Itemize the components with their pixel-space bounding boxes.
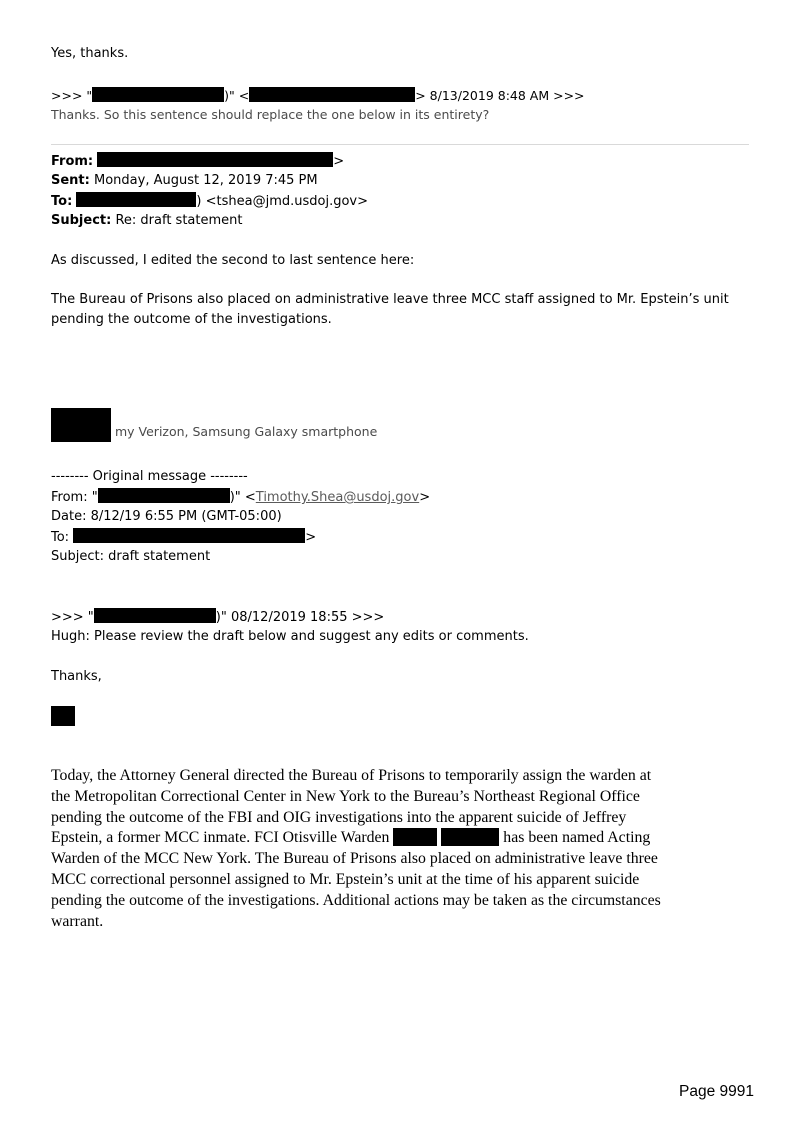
body-line: pending the outcome of the investigations. [51,312,332,327]
statement-line: Warden of the MCC New York. The Bureau of Prisons also placed on administrative leave three [51,850,658,868]
statement-line: Today, the Attorney General directed the Bureau of Prisons to temporarily assign the warden at [51,767,652,784]
quote-header [51,87,585,104]
redaction [51,706,75,726]
thanks-text: Thanks, [51,669,102,684]
original-date: Date: 8/12/19 6:55 PM (GMT-05:00) [51,509,282,524]
statement-line: warrant. [51,912,104,930]
original-from-mid: )" < [229,490,256,505]
quote2-suffix: )" 08/12/2019 18:55 >>> [215,610,385,625]
statement-line [51,828,751,849]
timothy-shea-email-link[interactable]: Timothy.Shea@usdoj.gov [255,490,420,505]
original-to-tail: > [305,530,317,545]
original-from [51,488,430,506]
statement-line-end: has been named Acting [499,829,651,847]
redaction [94,608,216,623]
quote2-prefix: >>> " [51,610,94,625]
redaction [98,488,230,503]
quote-body: Thanks. So this sentence should replace the one below in its entirety? [51,107,490,122]
original-from-label: From: " [51,490,98,505]
original-to-label: To: [51,530,70,545]
redaction [393,828,437,846]
reply-text: Yes, thanks. [51,46,129,61]
original-banner: -------- Original message -------- [51,469,248,484]
quote-prefix: >>> " [51,88,93,103]
to-line [51,192,368,210]
original-subject: Subject: draft statement [51,549,211,564]
signature [51,408,377,442]
from-line [51,152,344,170]
redaction [249,87,415,102]
body-intro: As discussed, I edited the second to last sentence here: [51,253,415,268]
original-from-tail: > [419,490,431,505]
sent-label: Sent: [51,173,90,188]
draft-statement [51,766,751,932]
statement-line: the Metropolitan Correctional Center in New York to the Bureau’s Northeast Regional Office [51,787,640,805]
signature-redaction [51,706,75,729]
redaction [73,528,305,543]
statement-line: pending the outcome of the investigations. Additional actions may be taken as the circumstances [51,891,661,909]
quote2-header [51,608,384,626]
body-line: The Bureau of Prisons also placed on administrative leave three MCC staff assigned to Mr. Epstein’s unit [51,292,729,307]
quote-suffix: > 8/13/2019 8:48 AM >>> [415,88,585,103]
statement-line: MCC correctional personnel assigned to Mr. Epstein’s unit at the time of his apparent suicide [51,870,640,888]
divider [51,144,749,145]
to-label: To: [51,194,73,209]
original-to [51,528,316,546]
redaction [51,408,111,442]
from-tail: > [333,154,345,169]
redaction [97,152,333,167]
statement-line: pending the outcome of the FBI and OIG investigations into the apparent suicide of Jeffrey [51,808,627,826]
sent-value: Monday, August 12, 2019 7:45 PM [89,173,318,188]
quote-mid: )" < [224,88,250,103]
page-number: Page 9991 [679,1083,754,1100]
redaction [441,828,499,846]
redaction [92,87,224,102]
subject-value: Re: draft statement [111,213,243,228]
redaction [76,192,196,207]
subject-label: Subject: [51,213,112,228]
to-tail: ) <tshea@jmd.usdoj.gov> [196,194,369,209]
sent-line [51,172,318,189]
statement-line-start: Epstein, a former MCC inmate. FCI Otisville Warden [51,829,394,847]
from-label: From: [51,154,94,169]
quote2-body: Hugh: Please review the draft below and suggest any edits or comments. [51,629,529,644]
signature-text: my Verizon, Samsung Galaxy smartphone [114,424,378,439]
subject-line [51,212,243,229]
